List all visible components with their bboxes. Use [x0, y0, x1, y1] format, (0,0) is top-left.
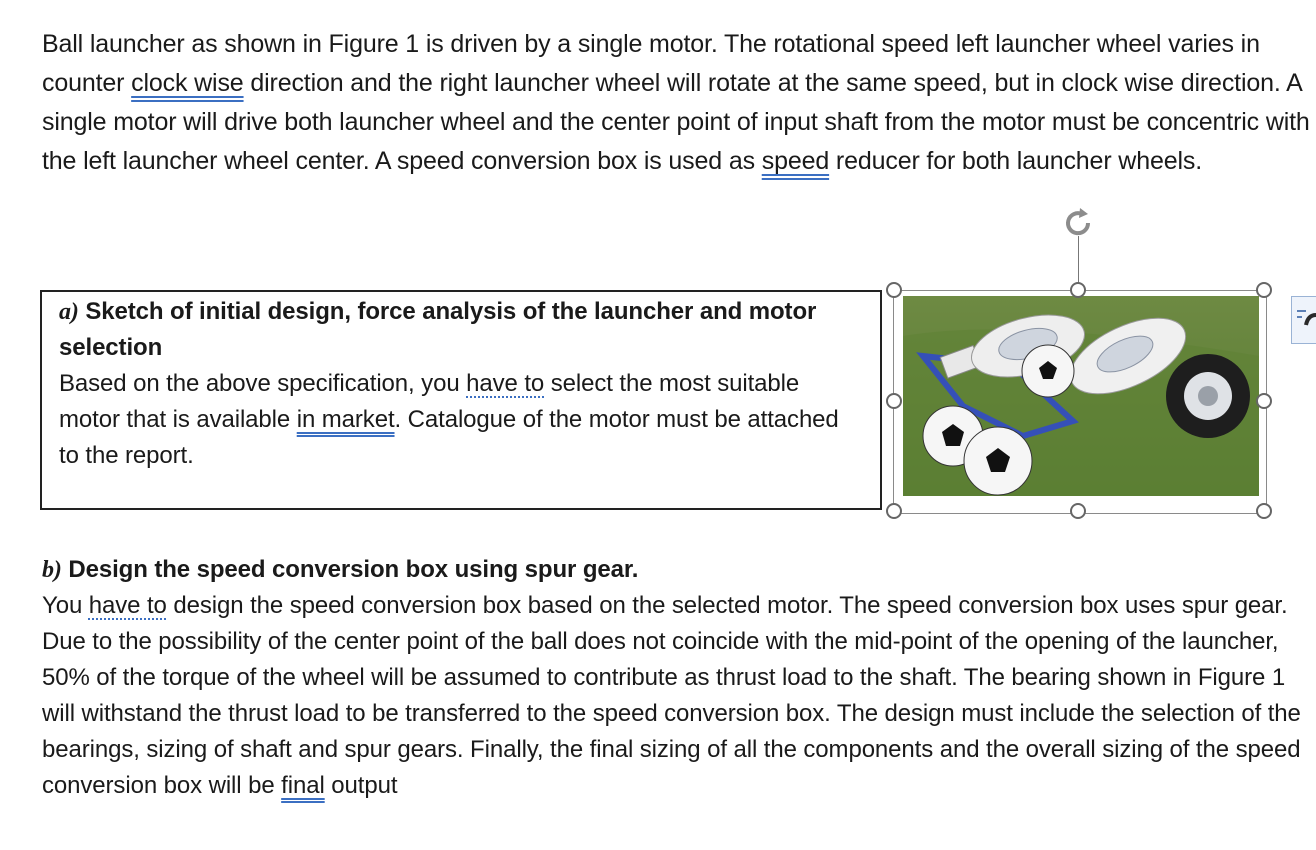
section-b-final: final	[281, 772, 325, 799]
section-a-content	[59, 294, 859, 474]
layout-options-icon[interactable]	[1291, 296, 1316, 344]
section-b-text-3: output	[324, 772, 398, 799]
resize-handle-top-right[interactable]	[1256, 282, 1272, 298]
ball-launcher-photo[interactable]	[903, 296, 1259, 496]
section-b-heading	[42, 552, 1304, 588]
section-b-heading-text: Design the speed conversion box using spur gear.	[61, 556, 639, 583]
section-a-heading	[59, 294, 859, 366]
intro-paragraph	[42, 25, 1314, 181]
section-a-in-market: in market	[296, 406, 395, 433]
intro-text-2: direction and the right launcher wheel will rotate at the same speed, but in clock wise direction. A single motor will drive both launcher wheel and the center point of input shaft from the motor must be concentric with the left launcher wheel center. A speed conversion box is used as	[42, 69, 1310, 175]
resize-handle-top-left[interactable]	[886, 282, 902, 298]
section-b-body	[42, 588, 1304, 804]
resize-handle-bottom[interactable]	[1070, 503, 1086, 519]
resize-handle-right[interactable]	[1256, 393, 1272, 409]
intro-text-3: reducer for both launcher wheels.	[829, 147, 1203, 175]
section-a-box	[40, 290, 882, 510]
section-b-have-to: have to	[88, 592, 167, 619]
section-a-have-to: have to	[466, 370, 545, 397]
section-a-body	[59, 366, 859, 474]
section-a-text-3: . Catalogue of the motor must be attached to the report.	[59, 406, 839, 469]
section-b-label: b)	[42, 557, 62, 583]
intro-speed: speed	[761, 147, 830, 175]
section-a-label: a)	[59, 299, 79, 325]
section-b	[42, 552, 1304, 804]
section-a-text-1: Based on the above specification, you	[59, 370, 467, 397]
section-a-text-2: select the most suitable motor that is available	[59, 370, 800, 433]
resize-handle-top[interactable]	[1070, 282, 1086, 298]
intro-text-1: Ball launcher as shown in Figure 1 is driven by a single motor. The rotational speed left launcher wheel varies in counter	[42, 30, 1260, 97]
section-a-heading-text: Sketch of initial design, force analysis of the launcher and motor selection	[59, 298, 817, 361]
intro-clockwise: clock wise	[131, 69, 244, 97]
section-b-text-1: You	[42, 592, 89, 619]
resize-handle-bottom-left[interactable]	[886, 503, 902, 519]
rotate-handle-icon[interactable]	[1060, 205, 1096, 241]
section-b-text-2: design the speed conversion box based on the selected motor. The speed conversion box uses spur gear. Due to the possibility of the center point of the ball does not coincide with the mid-point of the opening of the launcher, 50% of the torque of the wheel will be assumed to contribute as thrust load to the shaft. The bearing shown in Figure 1 will withstand the thrust load to be transferred to the speed conversion box. The design must include the selection of the bearings, sizing of shaft and spur gears. Finally, the final sizing of all the components and the overall sizing of the speed conversion box will be	[42, 592, 1301, 799]
resize-handle-bottom-right[interactable]	[1256, 503, 1272, 519]
resize-handle-left[interactable]	[886, 393, 902, 409]
